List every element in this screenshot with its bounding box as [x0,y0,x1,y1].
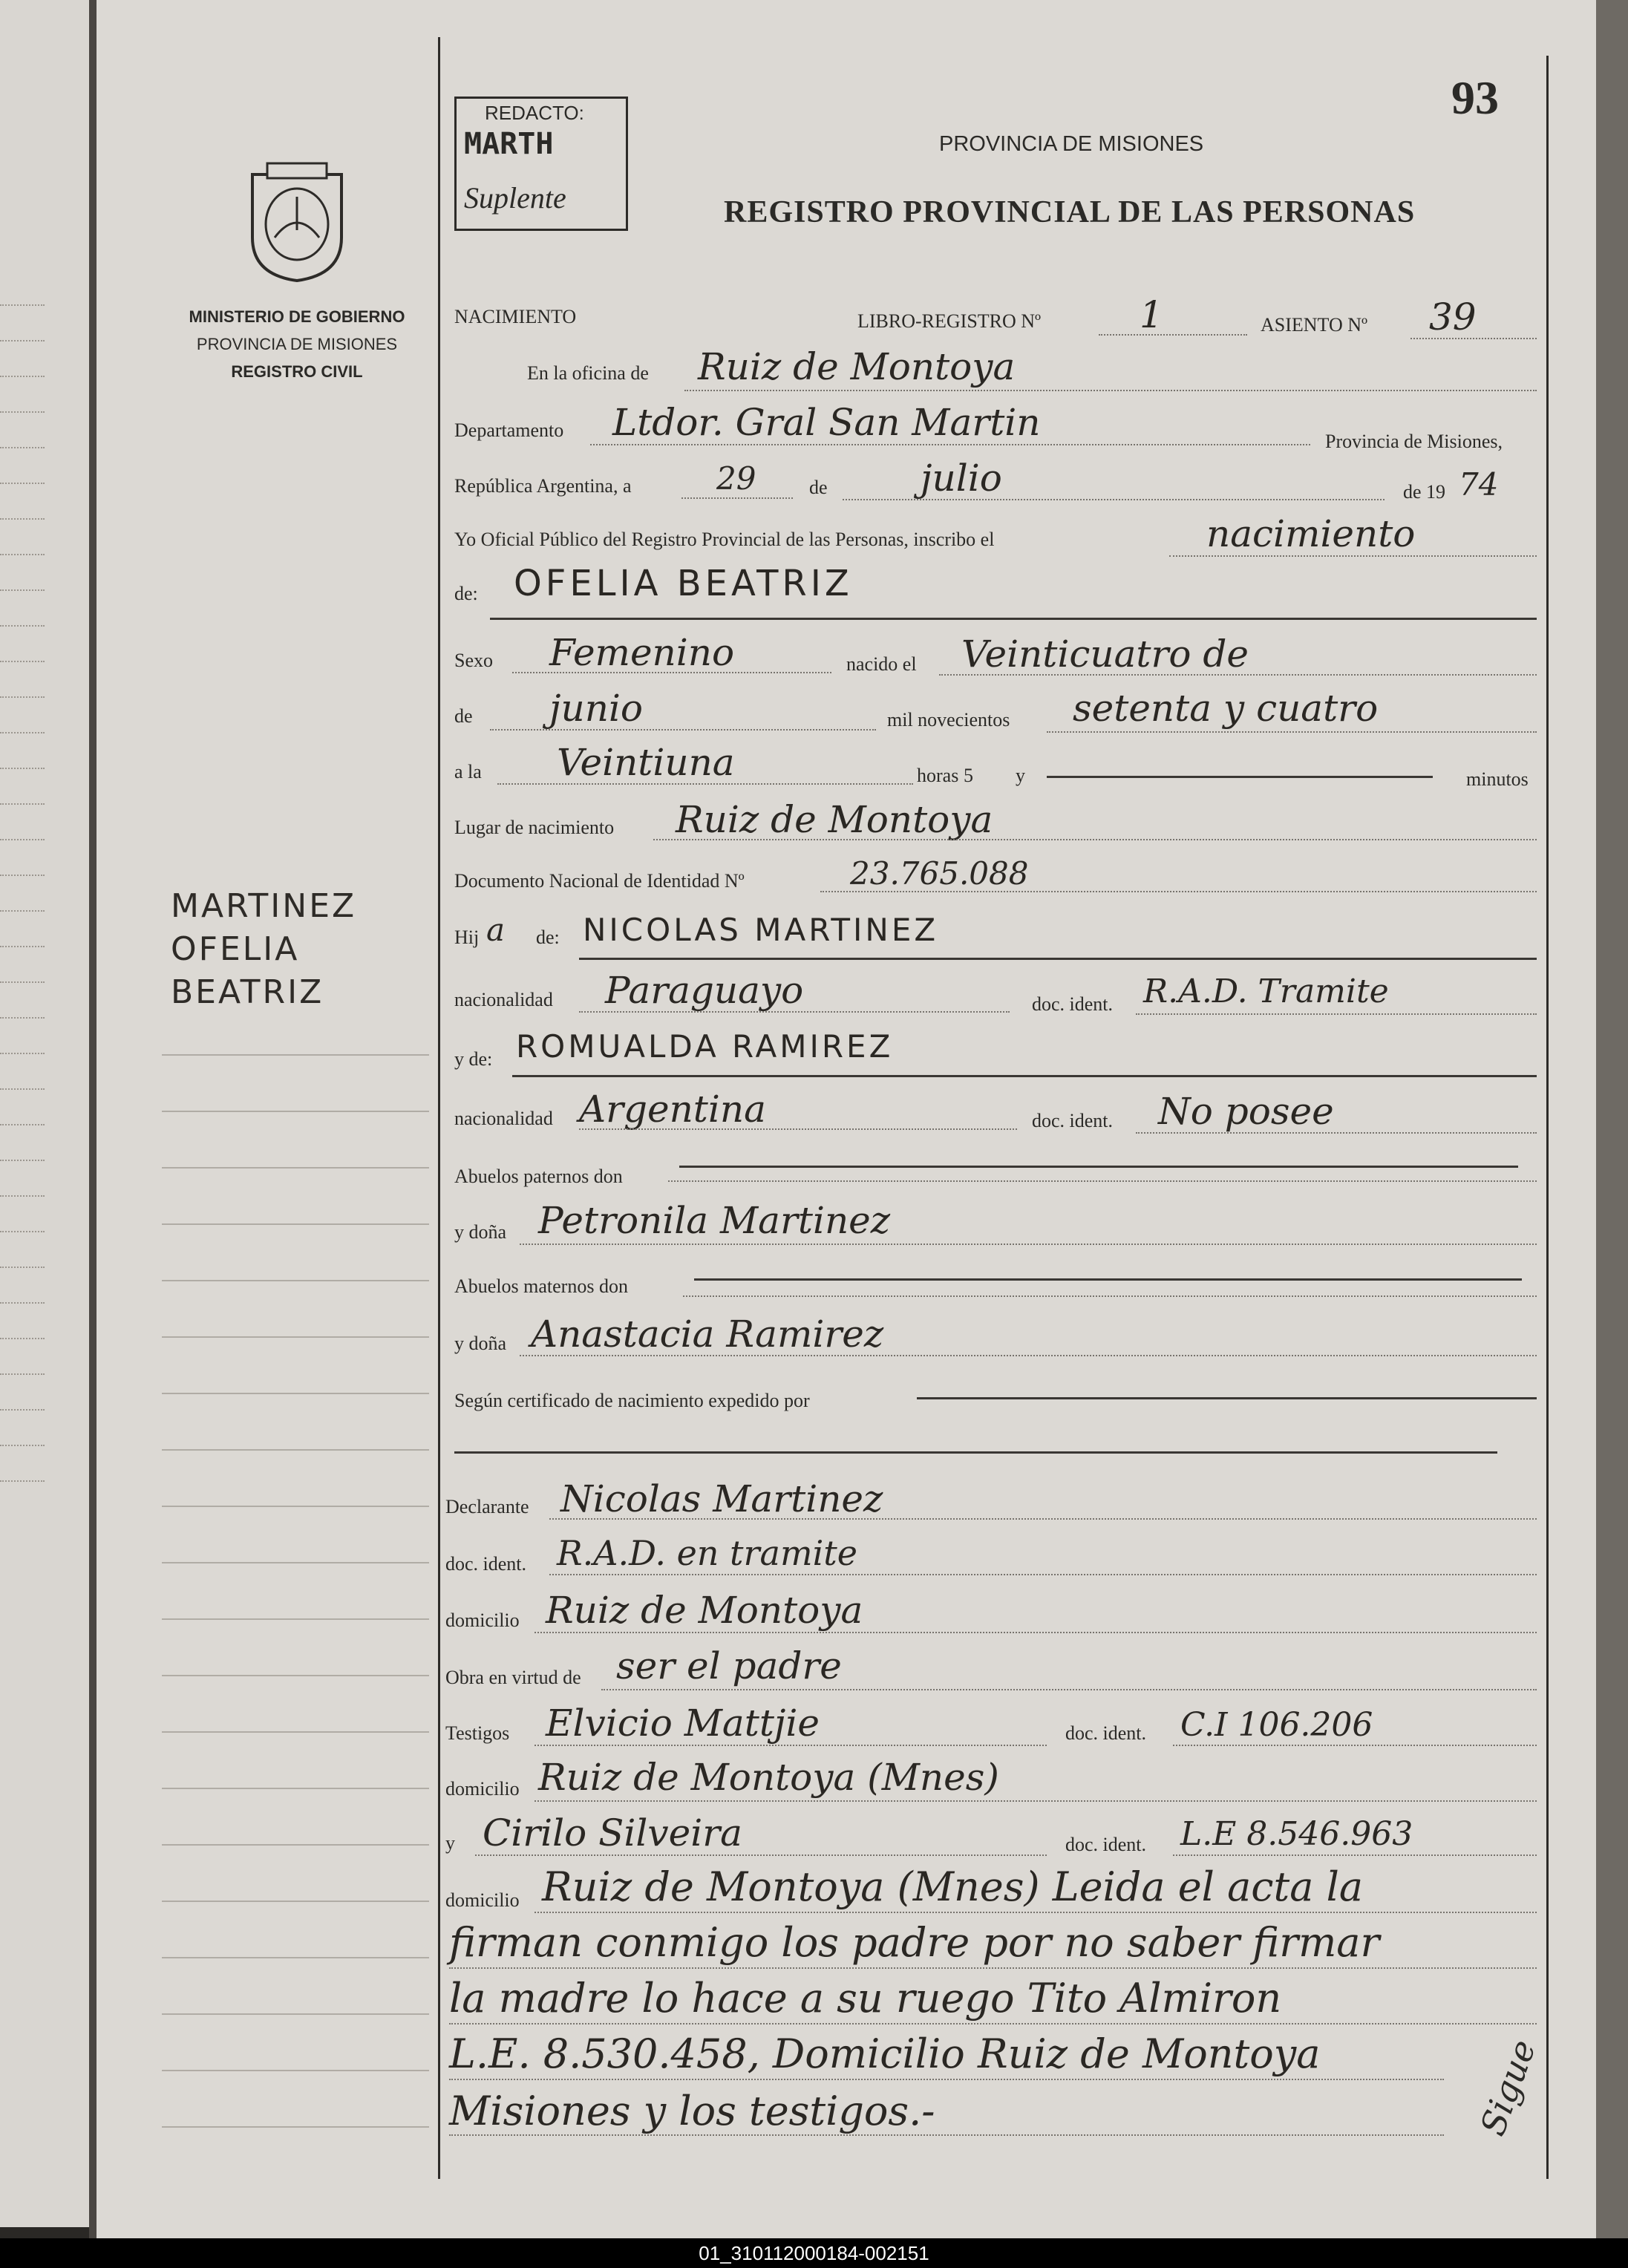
ministry-header [148,303,445,385]
province-seal-icon [245,156,349,282]
value-lugar: Ruiz de Montoya [676,798,993,841]
label-asiento: ASIENTO Nº [1261,314,1368,336]
value-domicilio-final1: Ruiz de Montoya (Mnes) Leida el acta la [542,1863,1364,1910]
previous-page-dotted-line [0,946,45,947]
label-y-dona-m: y doña [454,1333,507,1354]
label-nacido: nacido el [846,653,917,675]
stamp-title: REDACTO: [485,102,584,124]
dotted-line [668,1180,1537,1182]
label-sexo: Sexo [454,650,493,671]
label-horas: horas [917,765,959,786]
value-sexo: Femenino [549,631,735,674]
label-hij: Hij [454,927,480,948]
dotted-line [549,1574,1537,1575]
previous-page-dotted-line [0,839,45,840]
value-abuela-materna: Anastacia Ramirez [531,1313,884,1356]
registry-heading: REGISTRO PROVINCIAL DE LAS PERSONAS [724,195,1416,229]
margin-ruled-line [162,1111,429,1112]
previous-page-dotted-line [0,732,45,733]
label-de-anio: de 19 [1403,481,1446,503]
rule-line [512,1075,1537,1077]
margin-ruled-line [162,1675,429,1676]
label-oficial: Yo Oficial Público del Registro Provincial de las Personas, inscribo el [454,529,995,550]
rule-line [917,1397,1537,1399]
rule-line [579,958,1537,960]
label-y-de: y de: [454,1048,493,1070]
value-acto: nacimiento [1206,512,1416,555]
margin-ruled-line [162,1901,429,1902]
value-nombre: OFELIA BEATRIZ [514,563,853,604]
previous-page-dotted-line [0,1480,45,1482]
label-republica: República Argentina, a [454,475,632,497]
label-minutos: minutos [1466,768,1529,790]
previous-page-dotted-line [0,1195,45,1197]
dotted-line [535,1800,1537,1802]
previous-page-dotted-line [0,411,45,413]
margin-ruled-line [162,1562,429,1563]
dotted-line [1169,555,1537,557]
dotted-line [512,672,831,673]
value-dni: 23.765.088 [850,855,1029,892]
dotted-line [449,1967,1537,1969]
dotted-line [683,1295,1537,1297]
previous-page-dotted-line [0,554,45,555]
dotted-line [1136,1013,1537,1015]
dotted-line [684,390,1537,391]
dotted-line [520,1244,1537,1245]
previous-page-dotted-line [0,1160,45,1161]
margin-ruled-line [162,1844,429,1846]
value-obra: ser el padre [616,1644,842,1687]
ministry-line1: MINISTERIO DE GOBIERNO [189,307,405,326]
margin-ruled-line [162,2126,429,2128]
ministry-line3: REGISTRO CIVIL [231,362,363,381]
label-abuelos-paternos: Abuelos paternos don [454,1166,623,1187]
margin-ruled-line [162,1167,429,1169]
margin-ruled-line [162,1223,429,1225]
margin-second-name: BEATRIZ [171,973,324,1011]
margin-ruled-line [162,1280,429,1281]
stamp-name: MARTH [464,127,554,161]
label-libro: LIBRO-REGISTRO Nº [857,310,1042,332]
dotted-line [820,891,1537,892]
rule-line [454,1451,1497,1454]
value-mes: julio [921,457,1002,500]
province-heading: PROVINCIA DE MISIONES [939,132,1204,156]
dotted-line [579,1128,1017,1130]
label-doc-declarante: doc. ident. [445,1553,527,1575]
dotted-line [535,1912,1537,1913]
value-domicilio-final3: la madre lo hace a su ruego Tito Almiron [449,1975,1282,2022]
label-declarante: Declarante [445,1496,529,1517]
label-y-testigo2: y [445,1832,455,1854]
stamp-role: Suplente [464,181,566,215]
label-nacimiento: NACIMIENTO [454,306,577,327]
label-doc-madre: doc. ident. [1032,1110,1114,1131]
value-dia: 29 [716,460,756,497]
dotted-line [653,839,1537,840]
value-padre: NICOLAS MARTINEZ [583,912,939,948]
dotted-line [1410,338,1537,339]
margin-ruled-line [162,1957,429,1958]
label-nacionalidad-padre: nacionalidad [454,989,553,1010]
value-declarante-doc: R.A.D. en tramite [557,1533,857,1573]
dotted-line [475,1854,1047,1856]
previous-page-dotted-line [0,1445,45,1446]
page-number: 93 [1451,71,1499,124]
previous-page-dotted-line [0,768,45,769]
previous-page-dotted-line [0,1231,45,1232]
previous-page-dotted-line [0,1267,45,1268]
label-provincia: Provincia de Misiones, [1325,431,1503,452]
dotted-line [1173,1854,1537,1856]
dotted-line [601,1689,1537,1690]
label-domicilio-declarante: domicilio [445,1610,520,1631]
previous-page-dotted-line [0,1053,45,1054]
previous-page-dotted-line [0,625,45,627]
previous-page-dotted-line [0,447,45,448]
previous-page-dotted-line [0,875,45,876]
redactor-stamp [454,97,628,231]
previous-page-dotted-line [0,1409,45,1411]
value-testigo1-dom: Ruiz de Montoya (Mnes) [538,1756,999,1799]
value-departamento: Ltdor. Gral San Martin [612,401,1041,444]
label-oficina: En la oficina de [527,362,649,384]
previous-page-dotted-line [0,1124,45,1125]
value-madre-doc: No posee [1158,1090,1334,1133]
value-testigo2: Cirilo Silveira [483,1811,742,1854]
dotted-line [1099,334,1247,336]
label-departamento: Departamento [454,419,564,441]
dotted-line [549,1518,1537,1520]
value-mes-nac: junio [549,687,644,730]
dotted-line [681,497,793,499]
dotted-line [497,783,913,785]
margin-ruled-line [162,1393,429,1394]
dotted-line [1136,1132,1537,1134]
previous-page-dotted-line [0,1088,45,1090]
value-hora-num: 5 [964,765,973,786]
previous-page-dotted-line [0,981,45,983]
value-declarante: Nicolas Martinez [560,1477,883,1520]
previous-page-dotted-line [0,1373,45,1375]
value-domicilio-final4: L.E. 8.530.458, Domicilio Ruiz de Montoya [449,2030,1321,2077]
sigue-note: Sigue [1472,2034,1544,2141]
value-anio: 74 [1459,466,1499,503]
previous-page-dotted-line [0,910,45,912]
dotted-line [579,1011,1010,1013]
previous-page-dotted-line [0,589,45,591]
value-declarante-dom: Ruiz de Montoya [546,1589,863,1632]
dotted-line [490,729,876,731]
dotted-line [449,2023,1537,2024]
dotted-line [939,674,1537,676]
page-stack-edge [1596,0,1628,2238]
rule-line [694,1278,1522,1281]
label-testigos: Testigos [445,1722,510,1744]
margin-ruled-line [162,1054,429,1056]
dotted-line [843,499,1385,500]
rule-line [679,1166,1518,1168]
previous-page-dotted-line [0,1302,45,1304]
dotted-line [1047,731,1537,733]
margin-first-name: OFELIA [171,930,300,968]
value-abuela-paterna: Petronila Martinez [538,1199,891,1242]
dotted-line [590,444,1310,445]
margin-ruled-line [162,2013,429,2015]
value-libro: 1 [1140,293,1163,336]
value-testigo1-doc: C.I 106.206 [1180,1706,1373,1744]
value-asiento: 39 [1429,295,1477,339]
previous-page-edge [0,0,89,2227]
margin-ruled-line [162,2070,429,2071]
margin-ruled-line [162,1506,429,1507]
value-padre-nac: Paraguayo [605,969,804,1012]
previous-page-dotted-line [0,483,45,484]
label-doc-testigo1: doc. ident. [1065,1722,1147,1744]
dotted-line [535,1632,1537,1633]
value-domicilio-final5: Misiones y los testigos.- [449,2088,935,2134]
label-nacionalidad-madre: nacionalidad [454,1108,553,1129]
value-testigo2-doc: L.E 8.546.963 [1180,1815,1413,1853]
label-domicilio-final: domicilio [445,1889,520,1911]
right-border [1546,56,1549,2179]
dotted-line [449,2134,1444,2136]
rule-line [490,618,1537,620]
previous-page-dotted-line [0,340,45,341]
label-a-la: a la [454,761,482,782]
margin-surname: MARTINEZ [171,887,357,925]
dotted-line [535,1745,1047,1746]
margin-ruled-line [162,1336,429,1338]
label-lugar: Lugar de nacimiento [454,817,615,838]
label-dni: Documento Nacional de Identidad Nº [454,870,745,892]
label-mil: mil novecientos [887,709,1010,731]
label-y-dona-p: y doña [454,1221,507,1243]
value-testigo1: Elvicio Mattjie [546,1702,820,1745]
value-madre: ROMUALDA RAMIREZ [516,1028,894,1065]
label-doc-testigo2: doc. ident. [1065,1834,1147,1855]
margin-ruled-line [162,1731,429,1733]
value-anio-nac: setenta y cuatro [1073,687,1379,730]
label-de-mes-nac: de [454,705,473,727]
label-y: y [1016,765,1025,786]
previous-page-dotted-line [0,376,45,377]
previous-page-dotted-line [0,304,45,306]
previous-page-dotted-line [0,661,45,662]
value-madre-nac: Argentina [579,1088,766,1131]
label-obra: Obra en virtud de [445,1667,581,1688]
label-de-nombre: de: [454,583,478,604]
label-segun: Según certificado de nacimiento expedido por [454,1390,810,1411]
previous-page-dotted-line [0,1017,45,1019]
previous-page-dotted-line [0,803,45,805]
previous-page-dotted-line [0,696,45,698]
previous-page-dotted-line [0,1338,45,1339]
dotted-line [1173,1745,1537,1746]
label-doc-padre: doc. ident. [1032,993,1114,1015]
dotted-line [520,1355,1537,1356]
value-hora: Veintiuna [557,741,735,784]
value-padre-doc: R.A.D. Tramite [1143,973,1389,1010]
margin-ruled-line [162,1618,429,1620]
label-de-mes: de [809,477,828,498]
image-id-footer: 01_310112000184-002151 [0,2238,1628,2268]
label-domicilio-testigo1: domicilio [445,1778,520,1800]
previous-page-dotted-line [0,518,45,520]
label-abuelos-maternos: Abuelos maternos don [454,1275,628,1297]
value-oficina: Ruiz de Montoya [698,345,1016,388]
ministry-line2: PROVINCIA DE MISIONES [196,335,398,353]
margin-ruled-line [162,1788,429,1789]
value-domicilio-final2: firman conmigo los padre por no saber firmar [449,1919,1380,1966]
label-de-padre: de: [536,927,560,948]
margin-ruled-line [162,1449,429,1451]
rule-line [1047,776,1433,778]
dotted-line [449,2079,1444,2080]
value-nacido: Veinticuatro de [961,633,1249,676]
value-hij-suffix: a [486,912,506,948]
